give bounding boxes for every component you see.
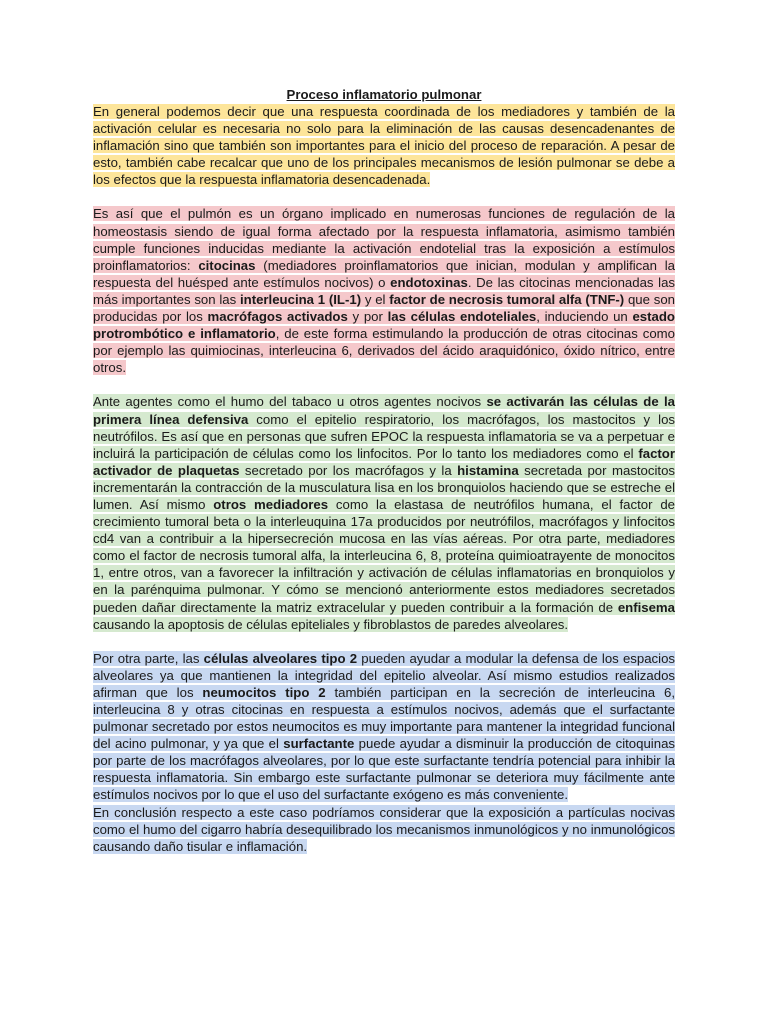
bold-term: enfisema bbox=[617, 599, 675, 615]
bold-term: factor activador de plaquetas bbox=[93, 445, 675, 478]
bold-term: interleucina 1 (IL-1) bbox=[239, 291, 362, 307]
text-run: como la elastasa de neutrófilos humana, el factor de crecimiento tumoral beta o la interleuquina 17a producidos por neutrófilos, macrófagos y linfocitos cd4 van a contribuir a la hipersecreción mucosa en las vías aéreas. Por otra parte, mediadores como el factor de necrosis tumoral alfa, la interleucina 6, 8, proteína quimioatrayente de monocitos 1, entre otros, van a favorecer la infiltración y activación de células inflamatorias en bronquiolos y en la parénquima pulmonar. Y cómo se mencionó anteriormente estos mediadores secretados pueden dañar directamente la matriz extracelular y pueden contribuir a la formación de bbox=[93, 496, 675, 615]
bold-term: se activarán las células de la primera línea defensiva bbox=[93, 394, 675, 427]
bold-term: surfactante bbox=[283, 736, 355, 752]
text-run: , induciendo un bbox=[536, 309, 633, 325]
paragraph-conclusion-text: En conclusión respecto a este caso podríamos considerar que la exposición a partículas nocivas como el humo del cigarro habría desequilibrado los mecanismos inmunológicos y no inmunológicos causando daño tisular e inflamación. bbox=[93, 804, 675, 854]
paragraph-cytokines bbox=[93, 205, 675, 376]
text-run: Ante agentes como el humo del tabaco u otros agentes nocivos bbox=[93, 394, 487, 410]
text-run: Es así que el pulmón es un órgano implicado en numerosas funciones de regulación de la homeostasis siendo de igual forma afectado por la respuesta inflamatoria, asimismo también cumple funciones inducidas mediante la activación endotelial tras la exposición a estímulos proinflamatorios: bbox=[93, 206, 675, 273]
document-title: Proceso inflamatorio pulmonar bbox=[286, 87, 482, 102]
bold-term: macrófagos activados bbox=[207, 309, 348, 325]
paragraph-alveolar-cells bbox=[93, 650, 675, 804]
text-run: causando la apoptosis de células epiteliales y fibroblastos de paredes alveolares. bbox=[93, 616, 569, 632]
paragraph-conclusion bbox=[93, 804, 675, 855]
paragraph-spacer bbox=[93, 188, 675, 205]
paragraph-smoke-agents bbox=[93, 393, 675, 632]
highlighted-text bbox=[93, 206, 675, 375]
bold-term: citocinas bbox=[198, 257, 256, 273]
paragraph-spacer bbox=[93, 376, 675, 393]
text-run: , de este forma estimulando la producción de otras citocinas como por ejemplo las quimiocinas, interleucina 6, derivados del ácido araquidónico, óxido nítrico, entre otros. bbox=[93, 326, 675, 376]
text-run: puede ayudar a disminuir la producción de citoquinas por parte de los macrófagos alveolares, por lo que este surfactante tendría potencial para inhibir la respuesta inflamatoria. Sin embargo este surfactante pulmonar se deteriora muy fácilmente ante estímulos nocivos por lo que el uso del surfactante exógeno es más conveniente. bbox=[93, 736, 675, 803]
text-run: Por otra parte, las bbox=[93, 650, 204, 666]
text-run: que son producidas por los bbox=[93, 291, 675, 325]
bold-term: endotoxinas bbox=[390, 274, 468, 290]
bold-term: células alveolares tipo 2 bbox=[203, 650, 358, 666]
text-run: . De las citocinas mencionadas las más importantes son las bbox=[93, 274, 675, 307]
text-run: pueden ayudar a modular la defensa de los espacios alveolares ya que mantienen la integridad del epitelio alveolar. Así mismo estudios realizados afirman que los bbox=[93, 650, 675, 700]
bold-term: estado protrombótico e inflamatorio bbox=[93, 309, 675, 342]
text-run: como el epitelio respiratorio, los macrófagos, los mastocitos y los neutrófilos. Es así que en personas que sufren EPOC la respuesta inflamatoria se va a perpetuar e incluirá la participación de células como los linfocitos. Por lo tanto los mediadores como el bbox=[93, 411, 675, 461]
text-run: secretada por mastocitos incrementarán la contracción de la musculatura lisa en los bronquiolos haciendo que se estreche el lumen. Así mismo bbox=[93, 462, 675, 512]
text-run: (mediadores proinflamatorios que inician, modulan y amplifican la respuesta del huésped ante estímulos nocivos) o bbox=[93, 257, 676, 290]
text-run: y por bbox=[347, 309, 388, 325]
bold-term: otros mediadores bbox=[213, 496, 329, 512]
paragraph-intro bbox=[93, 103, 675, 188]
document-page bbox=[93, 86, 675, 855]
paragraph-spacer bbox=[93, 633, 675, 650]
bold-term: factor de necrosis tumoral alfa (TNF-) bbox=[389, 291, 625, 307]
text-run: también participan en la secreción de interleucina 6, interleucina 8 y otras citocinas en respuesta a estímulos nocivos, además que el surfactante pulmonar secretado por estos neumocitos es muy importante para mantener la integridad funcional del acino pulmonar, y ya que el bbox=[93, 684, 675, 752]
paragraph-intro-text: En general podemos decir que una respuesta coordinada de los mediadores y también de la activación celular es necesaria no solo para la eliminación de las causas desencadenantes de inflamación sino que también son importantes para el inicio del proceso de reparación. A pesar de esto, también cabe recalcar que uno de los principales mecanismos de lesión pulmonar se debe a los efectos que la respuesta inflamatoria desencadenada. bbox=[93, 104, 675, 188]
text-run: y el bbox=[361, 291, 390, 307]
highlighted-text bbox=[93, 651, 675, 803]
bold-term: histamina bbox=[457, 462, 519, 478]
highlighted-text bbox=[93, 394, 675, 631]
bold-term: neumocitos tipo 2 bbox=[202, 684, 326, 700]
bold-term: las células endoteliales bbox=[387, 309, 537, 325]
text-run: secretado por los macrófagos y la bbox=[239, 462, 458, 478]
